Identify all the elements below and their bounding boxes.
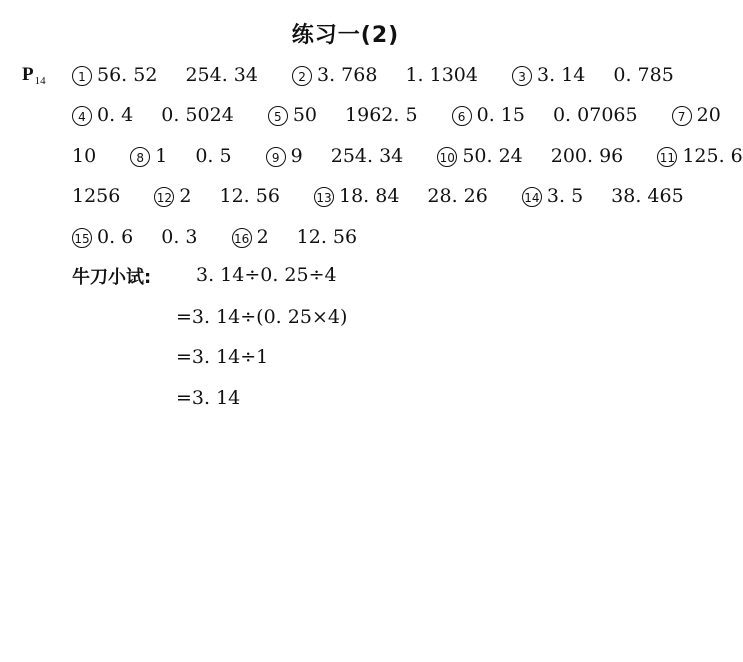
- circled-number-15: 15: [72, 228, 92, 248]
- answer-14-b: 38. 465: [611, 185, 684, 207]
- circled-number-14: 14: [522, 187, 542, 207]
- answer-2-b: 1. 1304: [405, 64, 478, 86]
- circled-number-7: 7: [672, 106, 692, 126]
- circled-number-11: 11: [657, 147, 677, 167]
- answer-15-a: 0. 6: [97, 226, 134, 248]
- answer-5-a: 50: [292, 104, 318, 126]
- answer-item-3: [512, 64, 674, 86]
- page-letter: P: [22, 64, 34, 85]
- page-reference: [22, 64, 46, 87]
- answer-14-a: 3. 5: [546, 185, 584, 207]
- answer-6-b: 0. 07065: [552, 104, 638, 126]
- answer-item-6: [452, 104, 638, 126]
- answer-item-15: [72, 226, 198, 248]
- calc-step-3: =3. 14÷1: [176, 346, 269, 368]
- answer-item-4: [72, 104, 234, 126]
- answer-11-a: 125. 6: [682, 145, 743, 167]
- answer-13-b: 28. 26: [427, 185, 488, 207]
- answer-9-b: 254. 34: [330, 145, 404, 167]
- answer-item-2: [292, 64, 478, 86]
- answer-item-9: [266, 145, 404, 167]
- circled-number-10: 10: [437, 147, 457, 167]
- answer-item-11: [657, 145, 742, 167]
- calc-step-2: =3. 14÷(0. 25×4): [176, 306, 348, 328]
- answer-line-1: [72, 62, 674, 88]
- circled-number-8: 8: [130, 147, 150, 167]
- circled-number-6: 6: [452, 106, 472, 126]
- answer-7-b: 10: [72, 145, 97, 167]
- answer-line-5: [72, 224, 357, 250]
- circled-number-4: 4: [72, 106, 92, 126]
- answer-13-a: 18. 84: [338, 185, 400, 207]
- answer-line-4: [72, 183, 684, 209]
- answer-11-b: 1256: [72, 185, 121, 207]
- circled-number-1: 1: [72, 66, 92, 86]
- answer-6-a: 0. 15: [476, 104, 525, 126]
- answer-4-b: 0. 5024: [161, 104, 234, 126]
- circled-number-16: 16: [232, 228, 252, 248]
- answer-15-b: 0. 3: [161, 226, 198, 248]
- answer-7-a: 20: [696, 104, 721, 126]
- calc-step-1: 3. 14÷0. 25÷4: [196, 264, 337, 286]
- answer-line-2: [72, 102, 721, 128]
- page-number: 14: [34, 75, 46, 87]
- page-title: 练习一(2): [291, 23, 400, 48]
- answer-item-14: [522, 185, 684, 207]
- circled-number-3: 3: [512, 66, 532, 86]
- circled-number-12: 12: [154, 187, 174, 207]
- answer-item-16: [232, 226, 358, 248]
- answer-16-b: 12. 56: [296, 226, 358, 248]
- answer-10-a: 50. 24: [462, 145, 523, 167]
- answer-item-8: [130, 145, 231, 167]
- answer-2-a: 3. 768: [317, 64, 378, 86]
- answer-3-a: 3. 14: [537, 64, 586, 86]
- calc-step-4: =3. 14: [176, 387, 241, 409]
- circled-number-13: 13: [314, 187, 334, 207]
- answer-item-5: [268, 104, 418, 126]
- answer-item-12: [154, 185, 280, 207]
- answer-1-a: 56. 52: [97, 64, 158, 86]
- trial-label: 牛刀小试:: [72, 267, 152, 288]
- answer-4-a: 0. 4: [97, 104, 134, 126]
- answer-item-7: [672, 104, 721, 126]
- answer-8-b: 0. 5: [195, 145, 232, 167]
- answer-10-b: 200. 96: [550, 145, 624, 167]
- answer-1-b: 254. 34: [185, 64, 258, 86]
- answer-line-3: [72, 143, 743, 169]
- answer-item-10: [437, 145, 623, 167]
- answer-12-b: 12. 56: [219, 185, 280, 207]
- answer-8-a: 1: [155, 145, 168, 167]
- circled-number-9: 9: [266, 147, 286, 167]
- answer-5-b: 1962. 5: [345, 104, 418, 126]
- answer-12-a: 2: [179, 185, 192, 207]
- answer-3-b: 0. 785: [613, 64, 674, 86]
- circled-number-2: 2: [292, 66, 312, 86]
- circled-number-5: 5: [268, 106, 288, 126]
- answer-16-a: 2: [256, 226, 269, 248]
- answer-9-a: 9: [290, 145, 303, 167]
- answer-item-1: [72, 64, 258, 86]
- answer-item-13: [314, 185, 488, 207]
